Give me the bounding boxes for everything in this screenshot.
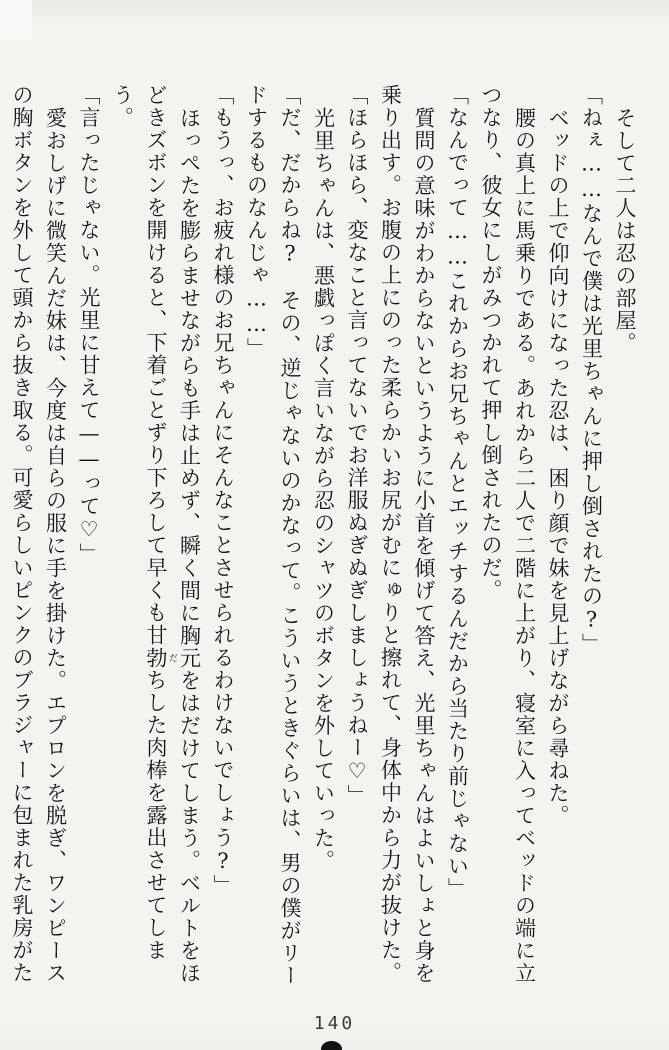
page-number: 140 xyxy=(313,1013,356,1034)
ruby-base: 勃 xyxy=(144,646,168,669)
body-text-paragraph: ベッドの上で仰向けになった忍は、困り顔で妹を見上げながら尋ねた。 xyxy=(546,106,570,827)
body-text-paragraph: 質問の意味がわからないというように小首を傾げて答え、光里ちゃんはよいしょと身を乗り出す。お腹の上にのった柔らかいお尻がむにゅりと擦れて、身体中から力が抜けた。 xyxy=(378,84,436,984)
dialogue-paragraph: 「だ、だからね? その、逆じゃないのかなって。こういうときぐらいは、男の僕がリードするものなんじゃ……」 xyxy=(244,84,302,987)
dialogue-paragraph: 「ほらほら、変なこと言ってないでお洋服ぬぎぬぎしましょうねー♡」 xyxy=(345,84,369,807)
body-text-paragraph xyxy=(105,84,206,992)
body-text-paragraph: 腰の真上に馬乗りである。あれから二人で二階に上がり、寝室に入ってベッドの端に立つなり、彼女にしがみつかれて押し倒されたのだ。 xyxy=(479,84,537,984)
ruby-annotation xyxy=(144,646,177,670)
body-text-paragraph: 光里ちゃんは、悪戯っぽく言いながら忍のシャツのボタンを外していった。 xyxy=(311,106,336,872)
dialogue-paragraph: 「ねぇ……なんで僕は光里ちゃんに押し倒されたの?」 xyxy=(579,84,604,656)
furigana: だ xyxy=(167,646,177,669)
dialogue-paragraph: 「もうっ、お疲れ様のお兄ちゃんにそんなことさせられるわけないでしょう?」 xyxy=(211,84,235,897)
dialogue-paragraph: 「なんでって……これからお兄ちゃんとエッチするんだから当たり前じゃない」 xyxy=(445,84,470,900)
dialogue-paragraph: 「言ったじゃない。光里に甘えて——って♡」 xyxy=(77,84,101,566)
text-block xyxy=(5,84,642,992)
text-segment: ほっぺたを膨らませながらも手は止めず、瞬く間に胸元をはだけてしまう。ベルトをほどきズボンを開けると、下着ごとずり下ろして早くも甘 xyxy=(144,84,202,984)
text-segment: ちした肉棒を露出させてしまう。 xyxy=(110,84,168,962)
scan-artifact xyxy=(0,0,32,40)
body-text-paragraph: そして二人は忍の部屋。 xyxy=(613,106,637,354)
body-text-paragraph: 愛おしげに微笑んだ妹は、今度は自らの服に手を掛けた。エプロンを脱ぎ、ワンピースの胸ボタンを外して頭から抜き取る。可愛らしいピンクのブラジャーに包まれた乳房がた xyxy=(10,84,68,984)
ink-smudge xyxy=(321,1041,342,1050)
